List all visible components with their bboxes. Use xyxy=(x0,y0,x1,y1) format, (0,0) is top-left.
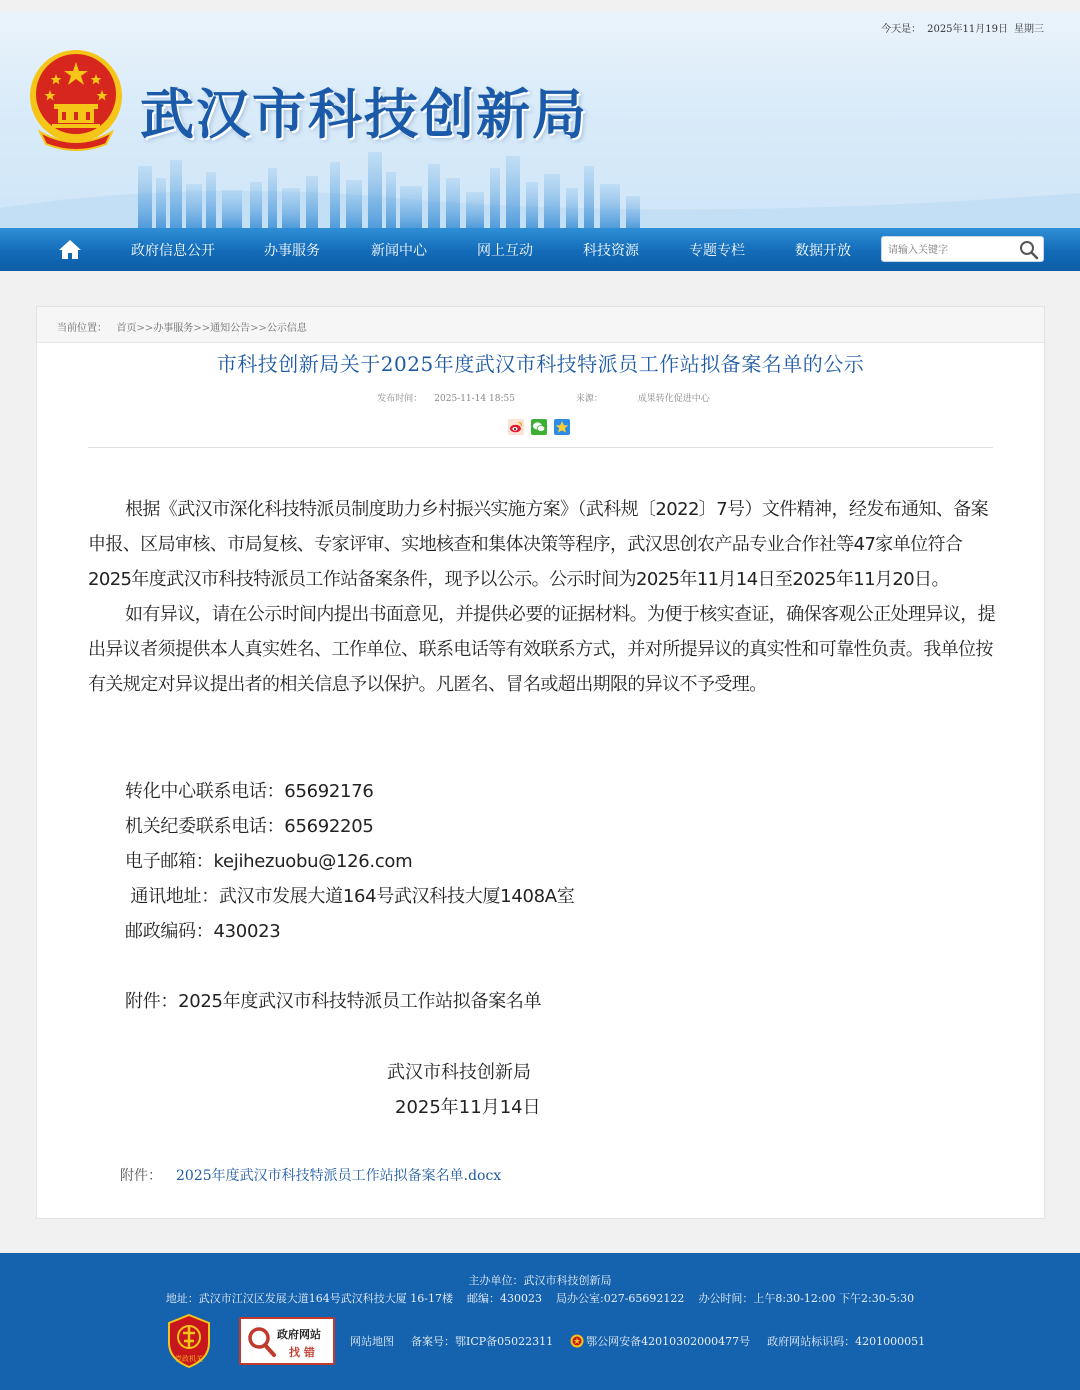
footer-postcode: 邮编：430023 xyxy=(467,1292,543,1305)
paragraph-2: 如有异议，请在公示时间内提出书面意见，并提供必要的证据材料。为便于核实查证，确保客观公正处理异议，提出异议者须提供本人真实姓名、工作单位、联系电话等有效联系方式，并对所提异议的真实性和可靠性负责。我单位按有关规定对异议提出者的相关信息予以保护。凡匿名、冒名或超出期限的异议不予受理。 xyxy=(88,604,995,695)
article-title: 市科技创新局关于2025年度武汉市科技特派员工作站拟备案名单的公示 xyxy=(216,352,865,376)
source-label: 来源： xyxy=(575,394,603,404)
contact-discipline-phone: 机关纪委联系电话：65692205 xyxy=(125,816,374,837)
publish-time: 2025-11-14 18:55 xyxy=(434,394,515,404)
qzone-share-icon[interactable] xyxy=(554,419,570,435)
footer-address: 地址：武汉市江汉区发展大道164号武汉科技大厦 16-17楼 xyxy=(165,1292,454,1305)
attachment-label: 附件： xyxy=(120,1168,162,1184)
contact-email: 电子邮箱：kejihezuobu@126.com xyxy=(125,851,413,872)
contact-address: 通讯地址：武汉市发展大道164号武汉科技大厦1408A室 xyxy=(125,886,575,907)
signature-org: 武汉市科技创新局 xyxy=(387,1062,531,1083)
contact-postcode: 邮政编码：430023 xyxy=(125,921,281,942)
paragraph-1: 根据《武汉市深化科技特派员制度助力乡村振兴实施方案》（武科规〔2022〕7号）文件精神，经发布通知、备案申报、区局审核、市局复核、专家评审、实地核查和集体决策等程序，武汉思创农产品专业合作社等47家单位符合2025年度武汉市科技特派员工作站备案条件，现予以公示。公示时间为2025年11月14日至2025年11月20日。 xyxy=(88,499,989,590)
breadcrumb-publicity[interactable]: 公示信息 xyxy=(266,323,307,334)
footer-links xyxy=(350,1333,942,1349)
party-badge-text: 党政机关 xyxy=(175,1355,203,1363)
magnifier-icon xyxy=(246,1325,276,1357)
date-display xyxy=(875,20,1044,35)
date-value: 2025年11月19日 xyxy=(927,24,1008,35)
title-divider xyxy=(88,447,993,448)
footer-police-link[interactable]: 鄂公网安备42010302000477号 xyxy=(586,1335,751,1348)
site-title: 武汉市科技创新局 xyxy=(140,82,588,146)
search-input[interactable] xyxy=(888,241,1014,259)
search-icon[interactable] xyxy=(1019,240,1039,260)
breadcrumb-label: 当前位置： xyxy=(57,323,107,334)
footer-sitemap-link[interactable]: 网站地图 xyxy=(350,1335,394,1348)
publish-label: 发布时间： xyxy=(377,394,423,404)
party-gov-badge-icon[interactable] xyxy=(165,1313,213,1369)
breadcrumb-separator: >> xyxy=(136,323,154,334)
footer-icp-link[interactable]: 备案号：鄂ICP备05022311 xyxy=(411,1335,554,1348)
article-card xyxy=(36,306,1045,1219)
nav-item-gov-info[interactable]: 政府信息公开 xyxy=(131,243,215,259)
nav-item-open-data[interactable]: 数据开放 xyxy=(795,243,851,259)
breadcrumb-services[interactable]: 办事服务 xyxy=(153,323,194,334)
breadcrumb xyxy=(37,307,1044,343)
share-bar xyxy=(508,419,570,435)
footer-office-phone: 局办公室:027-65692122 xyxy=(556,1292,685,1305)
source-value: 成果转化促进中心 xyxy=(637,394,710,404)
footer-address-line xyxy=(0,1290,1080,1306)
attachment-row xyxy=(120,1165,501,1185)
article-body xyxy=(88,492,998,702)
footer-site-code: 政府网站标识码：4201000051 xyxy=(767,1335,926,1348)
nav-item-interaction[interactable]: 网上互动 xyxy=(477,243,533,259)
breadcrumb-notices[interactable]: 通知公告 xyxy=(210,323,251,334)
site-footer xyxy=(0,1253,1080,1390)
breadcrumb-home[interactable]: 首页 xyxy=(116,323,137,334)
article-meta xyxy=(37,391,1044,404)
search-box xyxy=(881,236,1044,262)
weekday: 星期三 xyxy=(1014,24,1044,35)
nav-item-special-topics[interactable]: 专题专栏 xyxy=(689,243,745,259)
national-emblem-icon xyxy=(26,48,126,152)
nav-item-services[interactable]: 办事服务 xyxy=(264,243,320,259)
footer-office-hours: 办公时间：上午8:30-12:00 下午2:30-5:30 xyxy=(698,1292,915,1305)
attachment-download-link[interactable]: 2025年度武汉市科技特派员工作站拟备案名单.docx xyxy=(176,1168,502,1184)
home-icon[interactable] xyxy=(58,238,82,260)
badge-line-2: 找 错 xyxy=(289,1346,315,1359)
breadcrumb-separator: >> xyxy=(250,323,267,334)
footer-host: 主办单位：武汉市科技创新局 xyxy=(468,1274,612,1287)
weibo-share-icon[interactable] xyxy=(508,419,524,435)
breadcrumb-separator: >> xyxy=(193,323,211,334)
attachment-note: 附件：2025年度武汉市科技特派员工作站拟备案名单 xyxy=(125,991,542,1012)
contact-transfer-phone: 转化中心联系电话：65692176 xyxy=(125,781,374,802)
police-emblem-icon xyxy=(570,1334,584,1348)
nav-item-tech-resources[interactable]: 科技资源 xyxy=(583,243,639,259)
city-skyline-image xyxy=(0,138,1080,228)
main-nav xyxy=(0,228,1080,271)
badge-line-1: 政府网站 xyxy=(277,1328,321,1341)
signature-date: 2025年11月14日 xyxy=(395,1097,541,1118)
date-label: 今天是： xyxy=(881,24,922,35)
gov-site-error-report-button[interactable] xyxy=(239,1317,335,1365)
wechat-share-icon[interactable] xyxy=(531,419,547,435)
nav-item-news[interactable]: 新闻中心 xyxy=(371,243,427,259)
site-header xyxy=(0,12,1080,228)
